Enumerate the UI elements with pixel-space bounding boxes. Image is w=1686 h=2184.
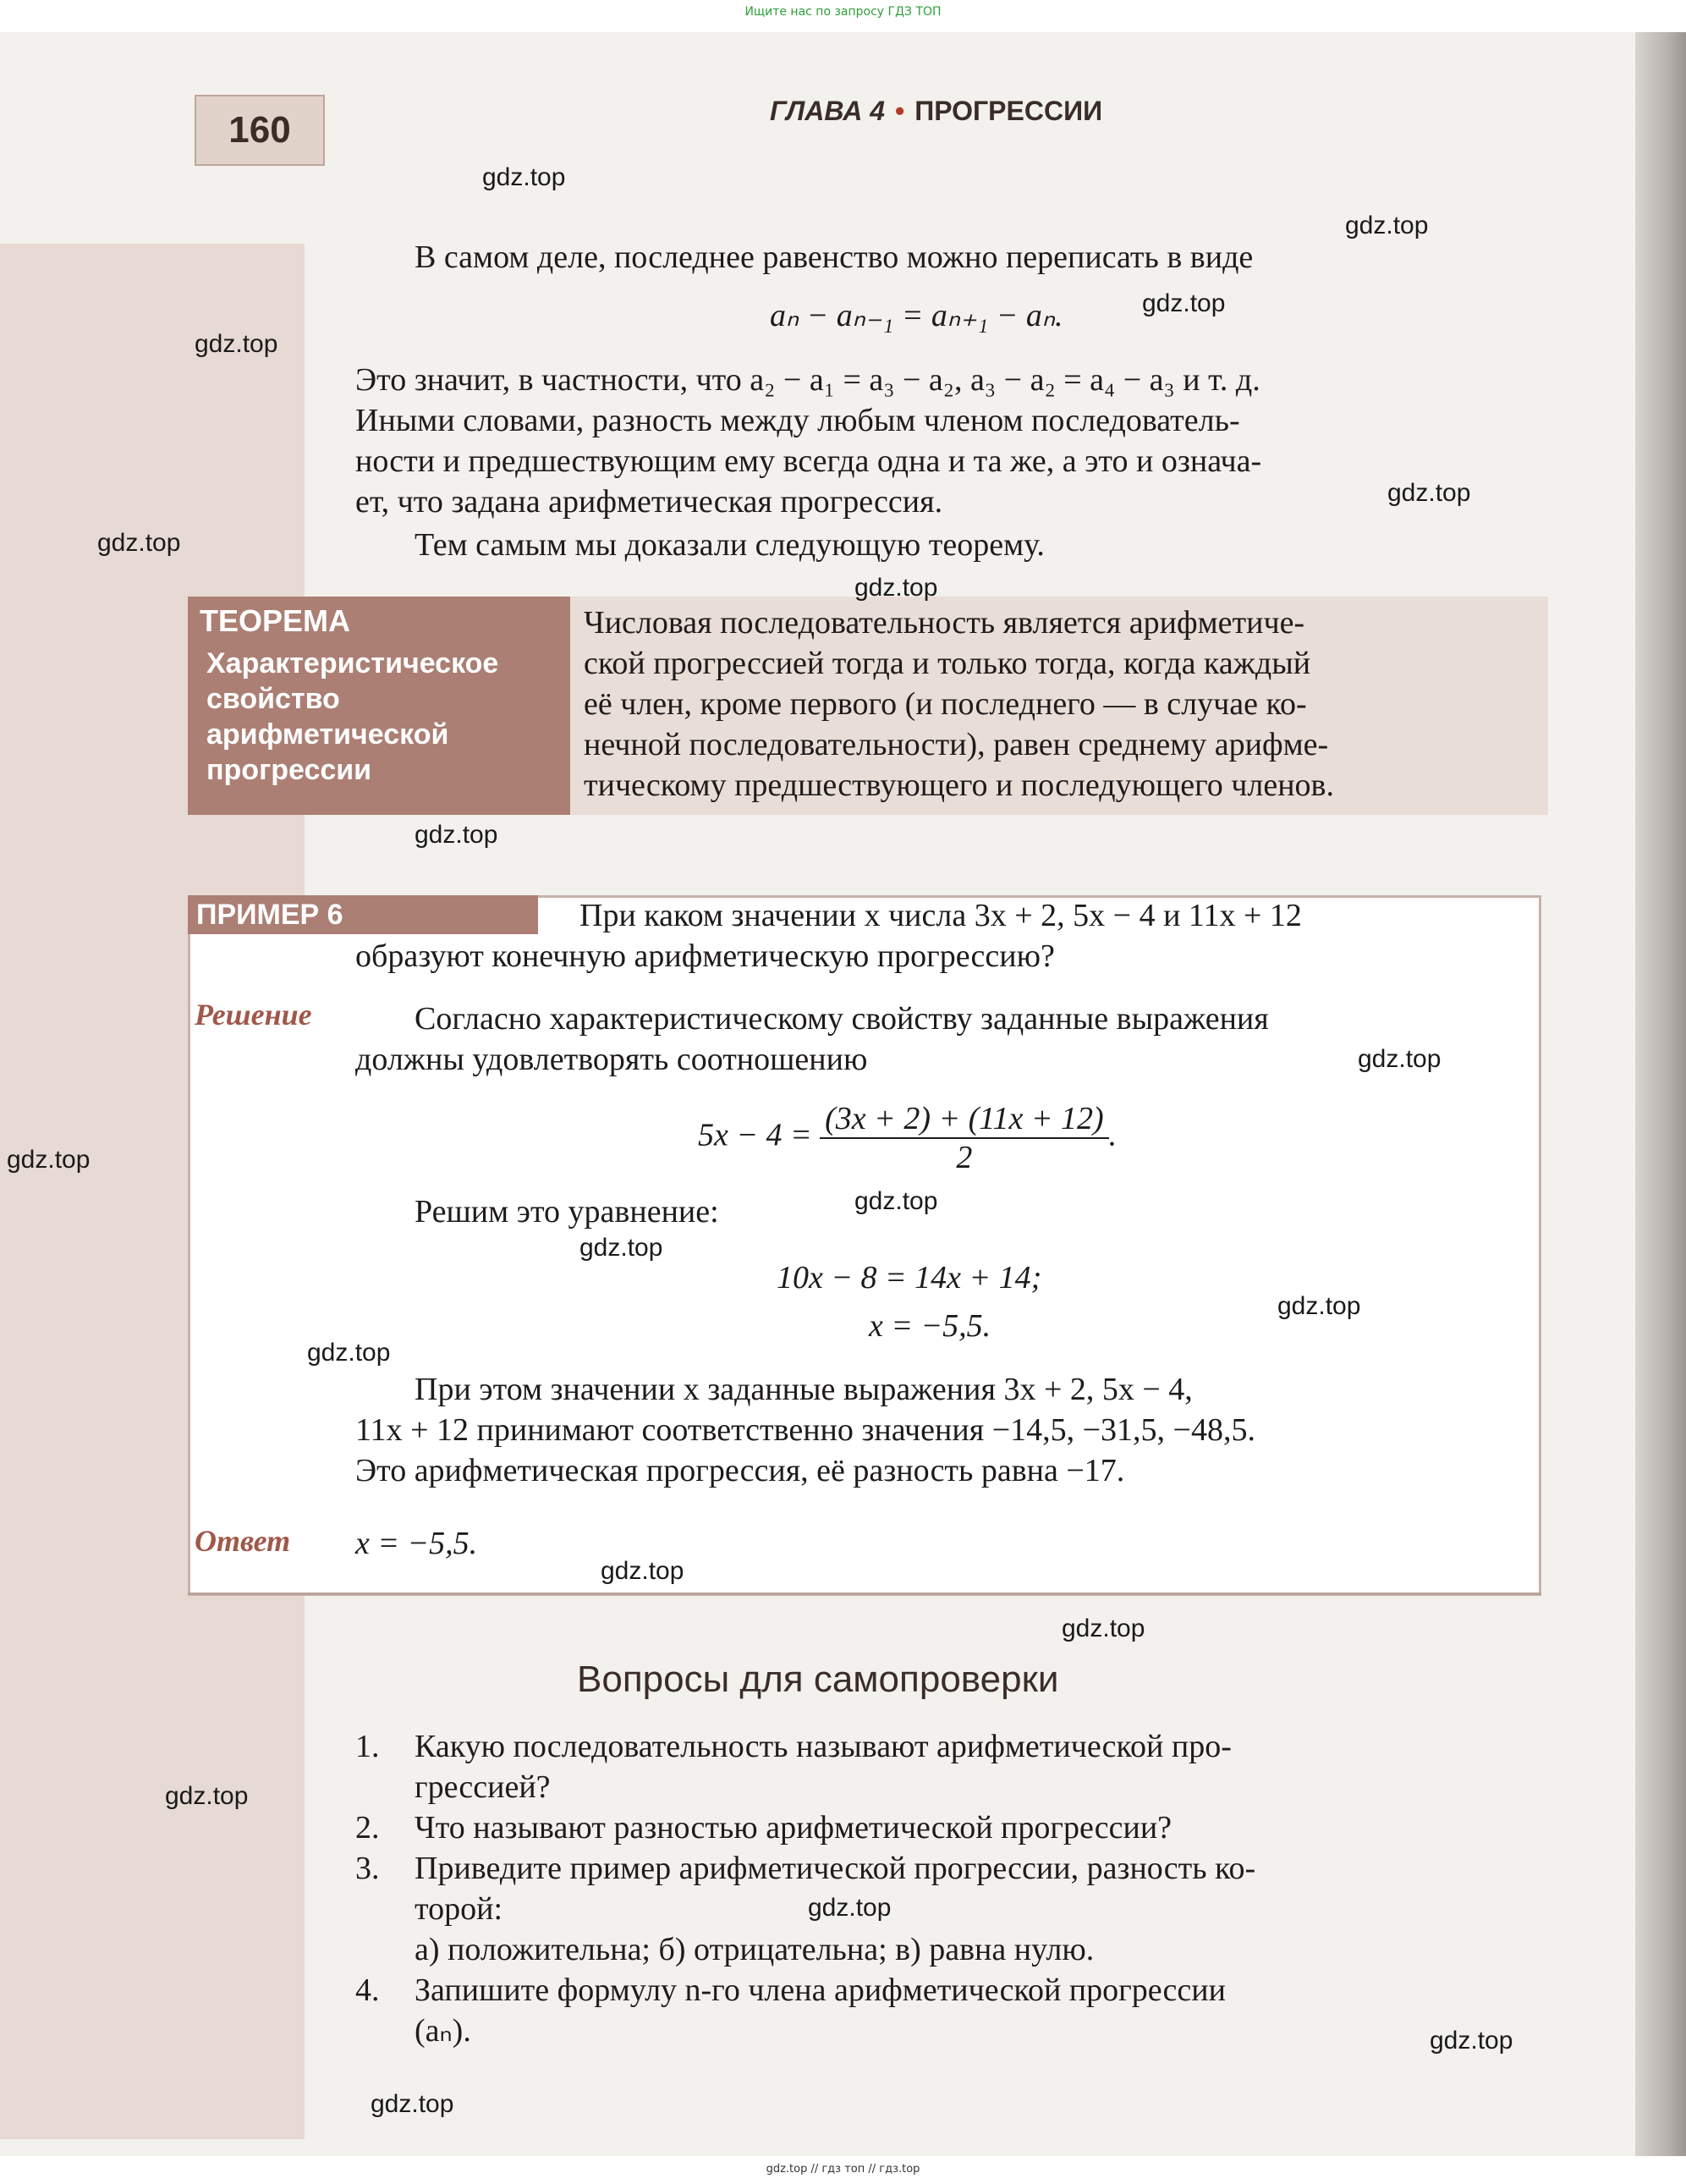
paragraph-2-line-4: ет, что задана арифметическая прогрессия. [355,484,943,520]
paragraph-2-line-3: ности и предшествующим ему всегда одна и та же, а это и означа- [355,443,1262,479]
answer-label: Ответ [195,1524,291,1558]
question-1-line-2: грессией? [415,1769,551,1805]
watermark: gdz.top [195,330,278,358]
solution-line-2: должны удовлетворять соотношению [355,1042,868,1077]
paragraph-1: В самом деле, последнее равенство можно переписать в виде [415,239,1254,275]
fraction-denominator: 2 [956,1140,973,1175]
watermark: gdz.top [307,1339,391,1367]
fraction-numerator: (3x + 2) + (11x + 12) [820,1100,1108,1139]
theorem-text-line-2: ской прогрессией тогда и только тогда, когда каждый [584,646,1311,681]
top-note: Ищите нас по запросу ГДЗ ТОП [744,5,942,19]
watermark: gdz.top [854,574,938,602]
theorem-text-line-1: Числовая последовательность является арифметиче- [584,605,1305,641]
questions-title: Вопросы для самопроверки [577,1659,1059,1700]
paragraph-2-line-2: Иными словами, разность между любым членом последователь- [355,403,1240,438]
watermark: gdz.top [1062,1615,1145,1642]
solution-label: Решение [195,998,312,1031]
watermark: gdz.top [1345,212,1429,239]
main-equation: 5x − 4 = $\frac{(3x + 2) + (11x + 12)}{2}$ . [698,1101,1118,1175]
question-3-line-1: Приведите пример арифметической прогрессии, разность ко- [415,1851,1256,1886]
equation-2: 10x − 8 = 14x + 14; [777,1260,1042,1296]
watermark: gdz.top [579,1234,663,1262]
watermark: gdz.top [854,1187,938,1215]
solve-line: Решим это уравнение: [415,1194,719,1230]
question-4-number: 4. [355,1972,380,2008]
watermark: gdz.top [601,1557,684,1585]
example-label: ПРИМЕР 6 [188,895,538,934]
watermark: gdz.top [165,1782,249,1810]
watermark: gdz.top [808,1894,892,1922]
question-3-number: 3. [355,1851,380,1886]
watermark: gdz.top [482,163,566,191]
theorem-label-box [188,597,570,815]
question-3-line-2: торой: [415,1891,503,1927]
paragraph-2-line-1: Это значит, в частности, что a₂ − a₁ = a₃ − a₂, a₃ − a₂ = a₄ − a₃ и т. д. [355,362,1260,398]
example-question-line-1: При каком значении x числа 3x + 2, 5x − 4 и 11x + 12 [579,898,1302,933]
equation-1: aₙ − aₙ₋₁ = aₙ₊₁ − aₙ. [770,298,1063,333]
watermark: gdz.top [7,1146,91,1174]
result-line-3: Это арифметическая прогрессия, её разность равна −17. [355,1453,1125,1488]
question-4-line-1: Запишите формулу n-го члена арифметической прогрессии [415,1972,1226,2008]
result-line-2: 11x + 12 принимают соответственно значения −14,5, −31,5, −48,5. [355,1412,1255,1448]
watermark: gdz.top [1387,479,1471,507]
question-1-number: 1. [355,1729,380,1764]
watermark: gdz.top [97,529,181,557]
answer-value: x = −5,5. [355,1526,478,1561]
equation-3: x = −5,5. [869,1308,991,1344]
solution-line-1: Согласно характеристическому свойству заданные выражения [415,1001,1269,1037]
section-label: ПРОГРЕССИИ [914,96,1103,126]
question-2-line-1: Что называют разностью арифметической прогрессии? [415,1810,1173,1846]
paragraph-3: Тем самым мы доказали следующую теорему. [415,527,1045,563]
watermark: gdz.top [415,821,498,849]
theorem-text-line-5: тическому предшествующего и последующего членов. [584,767,1334,803]
watermark: gdz.top [1142,289,1226,317]
theorem-name: Характеристическое свойство арифметической прогрессии [206,647,499,786]
chapter-header [770,96,1102,127]
question-2-number: 2. [355,1810,380,1846]
theorem-label: ТЕОРЕМА [200,603,351,638]
watermark: gdz.top [1430,2027,1513,2055]
page-number: 160 [195,95,325,166]
question-4-line-2: (aₙ). [415,2013,471,2049]
equation-fraction [820,1100,1108,1176]
bottom-note: gdz.top // гдз топ // гдз.top [766,2163,920,2176]
theorem-text-line-3: её член, кроме первого (и последнего — в случае ко- [584,686,1307,722]
theorem-text-line-4: нечной последовательности), равен среднему арифме- [584,727,1329,762]
chapter-label: ГЛАВА 4 [770,96,885,126]
result-line-1: При этом значении x заданные выражения 3x + 2, 5x − 4, [415,1372,1193,1407]
header-separator: • [895,96,905,126]
watermark: gdz.top [371,2090,454,2118]
watermark: gdz.top [1358,1045,1442,1073]
section-divider [188,1593,1541,1595]
book-spine [1635,32,1686,2156]
example-question-line-2: образуют конечную арифметическую прогрессию? [355,938,1055,974]
question-1-line-1: Какую последовательность называют арифметической про- [415,1729,1232,1764]
question-3-options: а) положительна; б) отрицательна; в) равна нулю. [415,1932,1095,1967]
watermark: gdz.top [1277,1292,1361,1320]
